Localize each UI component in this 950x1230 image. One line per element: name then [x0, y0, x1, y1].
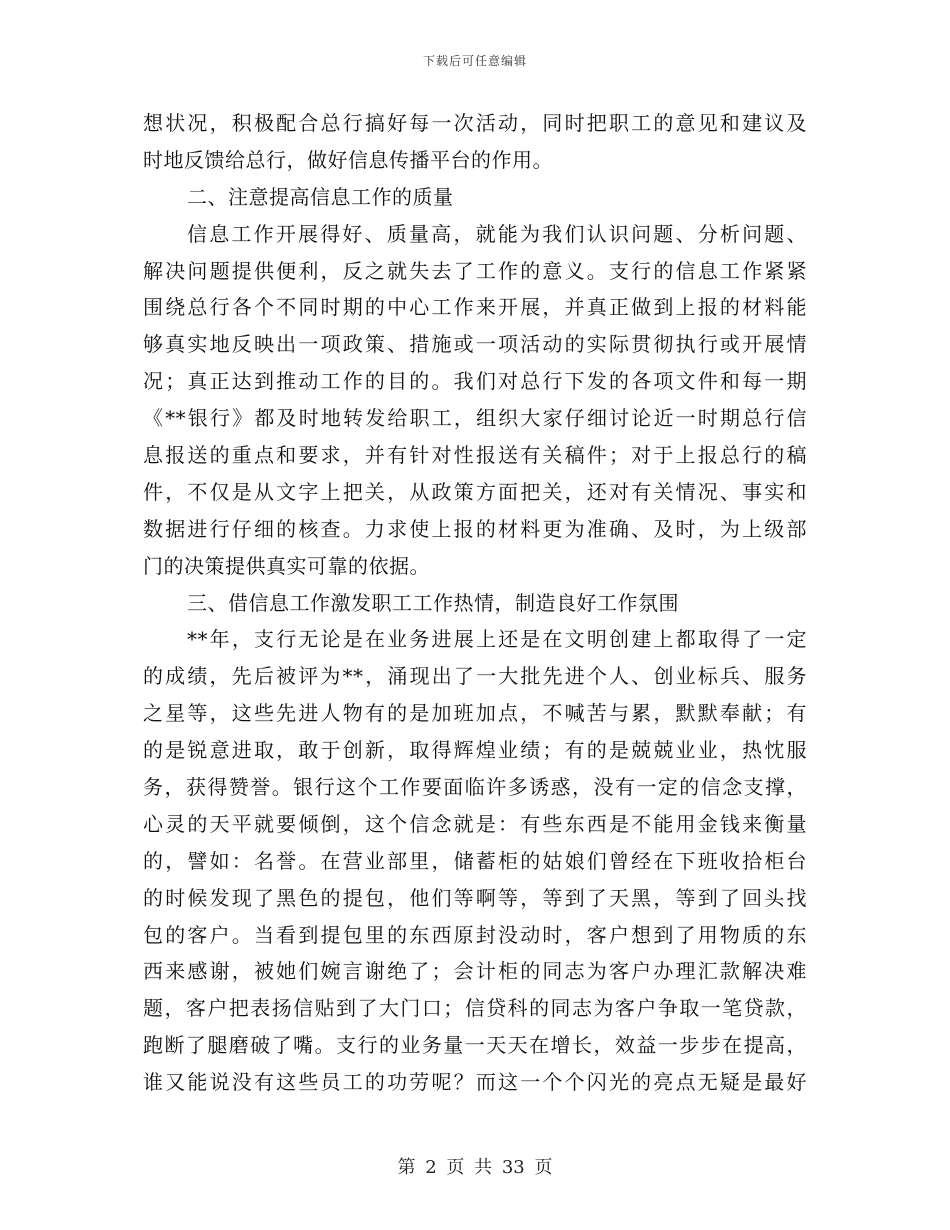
body-line: 围绕总行各个不同时期的中心工作来开展，并真正做到上报的材料能	[143, 295, 807, 320]
body-line: 心灵的天平就要倾倒，这个信念就是：有些东西是不能用金钱来衡量	[143, 811, 807, 836]
body-line: 息报送的重点和要求，并有针对性报送有关稿件；对于上报总行的稿	[143, 443, 807, 468]
body-line: 跑断了腿磨破了嘴。支行的业务量一天天在增长，效益一步步在提高，	[143, 1033, 807, 1058]
body-line: 务，获得赞誉。银行这个工作要面临许多诱惑，没有一定的信念支撑，	[143, 775, 807, 800]
section-heading: 二、注意提高信息工作的质量	[187, 184, 454, 209]
body-line: 之星等，这些先进人物有的是加班加点，不喊苦与累，默默奉献；有	[143, 701, 807, 726]
body-line: 件，不仅是从文字上把关，从政策方面把关，还对有关情况、事实和	[143, 479, 807, 504]
document-body	[143, 105, 807, 1101]
body-line: 《**银行》都及时地转发给职工，组织大家仔细讨论近一时期总行信	[143, 406, 807, 431]
body-line: 够真实地反映出一项政策、措施或一项活动的实际贯彻执行或开展情	[143, 332, 807, 357]
body-line: 题，客户把表扬信贴到了大门口；信贷科的同志为客户争取一笔贷款，	[143, 996, 807, 1021]
body-line: 包的客户。当看到提包里的东西原封没动时，客户想到了用物质的东	[143, 922, 807, 947]
section-heading: 三、借信息工作激发职工工作热情，制造良好工作氛围	[187, 590, 679, 615]
page-footer: 第 2 页 共 33 页	[397, 1157, 553, 1178]
body-line: 的是锐意进取，敢于创新，取得辉煌业绩；有的是兢兢业业，热忱服	[143, 738, 807, 763]
body-line: 西来感谢，被她们婉言谢绝了；会计柜的同志为客户办理汇款解决难	[143, 959, 807, 984]
body-line: 谁又能说没有这些员工的功劳呢？而这一个个闪光的亮点无疑是最好	[143, 1070, 807, 1095]
body-line: 况；真正达到推动工作的目的。我们对总行下发的各项文件和每一期	[143, 369, 807, 394]
body-line: 时地反馈给总行，做好信息传播平台的作用。	[143, 147, 553, 172]
body-line: 信息工作开展得好、质量高，就能为我们认识问题、分析问题、	[187, 221, 807, 246]
body-line: **年，支行无论是在业务进展上还是在文明创建上都取得了一定	[187, 627, 807, 652]
body-line: 想状况，积极配合总行搞好每一次活动，同时把职工的意见和建议及	[143, 111, 807, 135]
page-header: 下载后可任意编辑	[422, 54, 527, 68]
body-line: 门的决策提供真实可靠的依据。	[143, 553, 430, 578]
body-line: 数据进行仔细的核查。力求使上报的材料更为准确、及时，为上级部	[143, 516, 807, 541]
body-line: 的，譬如：名誉。在营业部里，储蓄柜的姑娘们曾经在下班收拾柜台	[143, 848, 807, 873]
body-line: 解决问题提供便利，反之就失去了工作的意义。支行的信息工作紧紧	[143, 258, 807, 283]
body-line: 的时候发现了黑色的提包，他们等啊等，等到了天黑，等到了回头找	[143, 885, 807, 910]
body-line: 的成绩，先后被评为**，涌现出了一大批先进个人、创业标兵、服务	[143, 664, 807, 689]
